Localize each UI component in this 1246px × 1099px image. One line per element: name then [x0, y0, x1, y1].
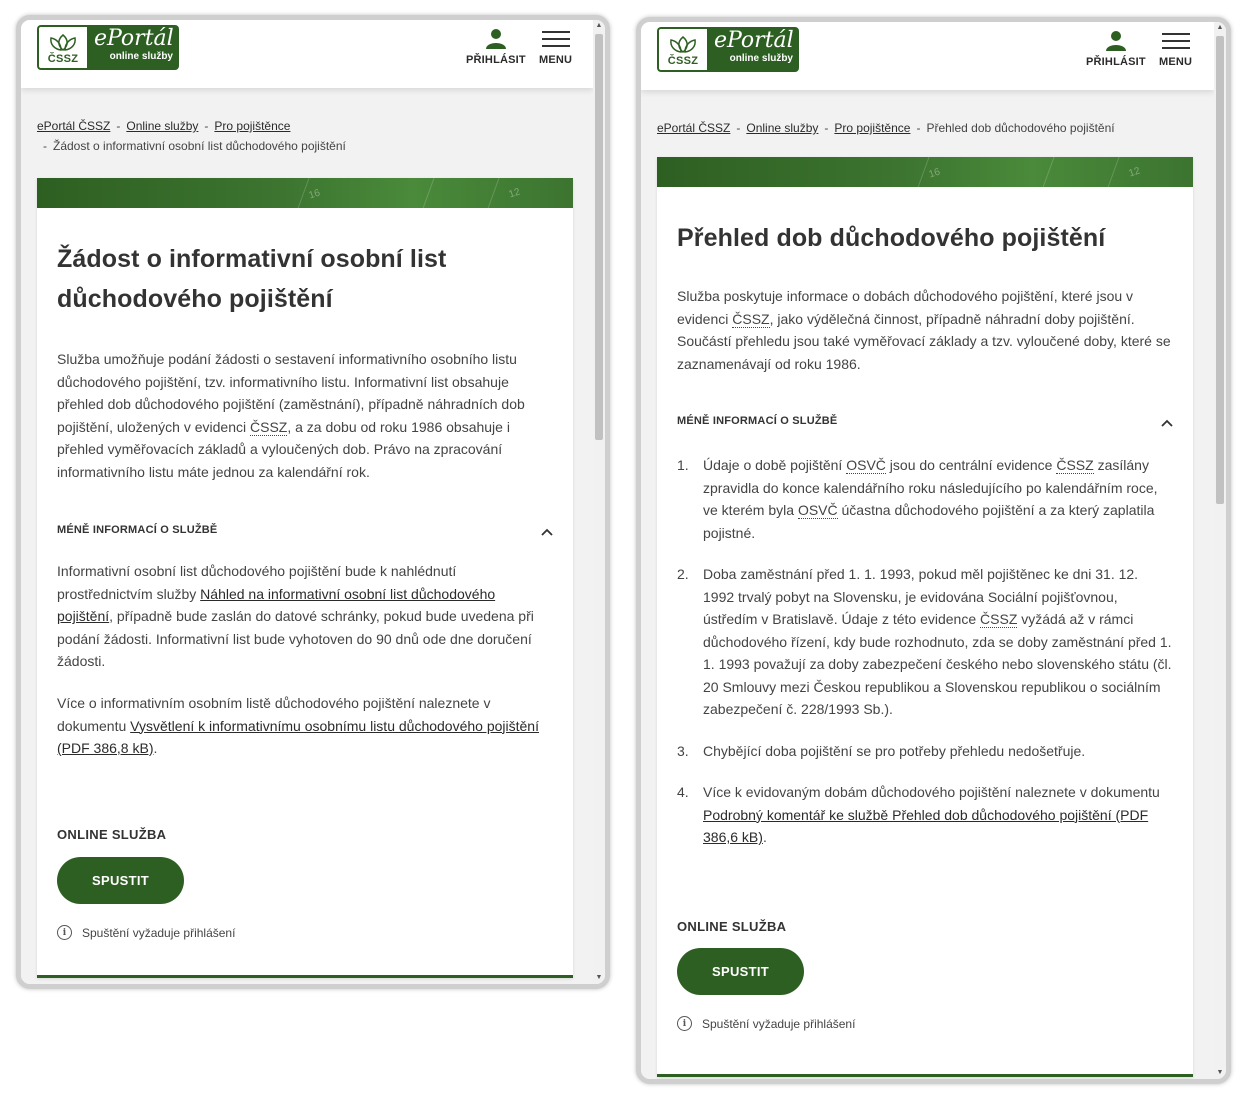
- scroll-thumb[interactable]: [595, 34, 603, 440]
- card-banner: [657, 157, 1193, 187]
- list-item: 2. Doba zaměstnání před 1. 1. 1993, pokud měl pojištěnec ke dni 31. 12. 1992 trvalý pobyt na Slovensku, je evidována Sociální pojišťovnou, ústředím v Bratislavě. Údaje z této evidence ČSSZ vyžádá až v rámci důchodového řízení, kdy bude rozhodnuto, zda se doby zaměstnání před 1. 1. 1993 považují za doby zabezpečení českého nebo slovenského státu (čl. 20 Smlouvy mezi Českou republikou a Slovenskou republikou o sociálním zabezpečení č. 228/1993 Sb.).: [677, 563, 1173, 721]
- page-title: Žádost o informativní osobní list důchodového pojištění: [57, 245, 447, 313]
- menu-label: MENU: [539, 54, 573, 66]
- login-label: PŘIHLÁSIT: [466, 54, 526, 66]
- banner-number: 16: [927, 166, 942, 181]
- breadcrumb-current: Žádost o informativní osobní list důchodového pojištění: [53, 139, 346, 153]
- list-item: 4. Více k evidovaným dobám důchodového pojištění naleznete v dokumentu Podrobný komentář ke službě Přehled dob důchodového pojištění (PDF 386,6 kB).: [677, 781, 1173, 849]
- list-number: 1.: [677, 457, 689, 473]
- list-number: 3.: [677, 742, 689, 759]
- breadcrumb-link-insured[interactable]: Pro pojištěnce: [214, 119, 291, 133]
- logo-org: ČSSZ: [47, 53, 79, 65]
- breadcrumb-separator: -: [916, 121, 921, 135]
- card-banner: [37, 178, 573, 208]
- leaves-icon: [48, 34, 78, 52]
- login-required-text: Spuštění vyžaduje přihlášení: [702, 1016, 856, 1031]
- scrollbar[interactable]: [1214, 22, 1226, 1079]
- breadcrumb-link-online-services[interactable]: Online služby: [126, 119, 199, 133]
- toggle-label: MÉNĚ INFORMACÍ O SLUŽBĚ: [57, 524, 218, 536]
- breadcrumb-link-online-services[interactable]: Online služby: [746, 121, 819, 135]
- menu-label: MENU: [1159, 56, 1193, 68]
- scroll-up-arrow[interactable]: ▲: [1216, 24, 1224, 31]
- less-info-toggle[interactable]: [677, 415, 1173, 435]
- login-required-note: [677, 1016, 855, 1031]
- menu-button[interactable]: [1159, 30, 1192, 68]
- user-icon: [485, 28, 507, 50]
- cssz-logo: [657, 27, 707, 72]
- list-item: 3. Chybějící doba pojištění se pro potřeby přehledu nedošetřuje.: [677, 740, 1173, 763]
- card-bottom-border: [37, 975, 573, 978]
- service-card: [657, 157, 1193, 1077]
- site-header: [21, 20, 593, 88]
- breadcrumb-separator: -: [43, 139, 47, 153]
- less-info-toggle[interactable]: [57, 524, 553, 544]
- page-title: Přehled dob důchodového pojištění: [677, 224, 1106, 252]
- login-button[interactable]: [1086, 30, 1146, 68]
- left-phone-frame: [16, 15, 610, 989]
- right-viewport: [641, 22, 1214, 1079]
- logo-org: ČSSZ: [667, 55, 699, 67]
- online-service-label: ONLINE SLUŽBA: [677, 919, 787, 934]
- menu-button[interactable]: [539, 28, 572, 66]
- banner-number: 12: [1127, 165, 1142, 180]
- breadcrumb-separator: -: [736, 121, 741, 135]
- toggle-label: MÉNĚ INFORMACÍ O SLUŽBĚ: [677, 415, 838, 427]
- list-number: 4.: [677, 784, 689, 800]
- explanation-pdf-link[interactable]: Vysvětlení k informativnímu osobnímu listu důchodového pojištění (PDF 386,8 kB): [57, 717, 539, 756]
- eportal-logo[interactable]: [657, 27, 799, 72]
- eportal-badge: [87, 25, 179, 70]
- hamburger-icon: [1162, 30, 1190, 52]
- cssz-logo: [37, 25, 87, 70]
- online-service-label: ONLINE SLUŽBA: [57, 827, 167, 842]
- logo-title: ePortál: [94, 26, 174, 51]
- abbr-cssz: ČSSZ: [250, 418, 288, 435]
- scrollbar[interactable]: [593, 20, 605, 984]
- service-intro: Služba poskytuje informace o dobách důchodového pojištění, které jsou v evidenci ČSSZ, jako výdělečná činnost, případně náhradní doby pojištění. Součástí přehledu jsou také vyměřovací základy a tzv. vyloučené doby, které se zaznamenávají od roku 1986.: [677, 288, 1171, 372]
- abbr-osvc: OSVČ: [797, 502, 838, 518]
- login-required-text: Spuštění vyžaduje přihlášení: [82, 925, 236, 940]
- commentary-pdf-link[interactable]: Podrobný komentář ke službě Přehled dob důchodového pojištění (PDF 386,6 kB): [703, 806, 1149, 845]
- list-item: 1. Údaje o době pojištění OSVČ jsou do centrální evidence ČSSZ zasílány zpravidla do konce kalendářního roku následujícího po kalendářním roce, ve kterém byla OSVČ účastna důchodového pojištění a za který zaplatila pojistné.: [677, 454, 1173, 544]
- chevron-up-icon: [1161, 419, 1173, 427]
- right-phone-frame: [636, 17, 1231, 1084]
- user-icon: [1105, 30, 1127, 52]
- abbr-cssz: ČSSZ: [1056, 457, 1094, 473]
- info-icon: i: [57, 925, 72, 940]
- logo-subtitle: online služby: [109, 51, 173, 62]
- card-bottom-border: [657, 1074, 1193, 1077]
- scroll-thumb[interactable]: [1216, 36, 1224, 504]
- service-intro: Služba umožňuje podání žádosti o sestavení informativního osobního listu důchodového pojištění, tzv. informativního listu. Informativní list obsahuje přehled dob důchodového pojištění (zaměstnání), případně náhradních dob pojištění, uložených v evidenci ČSSZ, a za dobu od roku 1986 obsahuje i přehled vyměřovacích základů a vyloučených dob. Právo na zpracování informativního listu máte jednou za kalendářní rok.: [57, 351, 525, 480]
- abbr-cssz: ČSSZ: [980, 611, 1018, 627]
- chevron-up-icon: [541, 528, 553, 536]
- login-label: PŘIHLÁSIT: [1086, 56, 1146, 68]
- breadcrumb: [657, 118, 1192, 138]
- login-button[interactable]: [466, 28, 526, 66]
- breadcrumb-separator: -: [116, 119, 121, 133]
- start-button[interactable]: SPUSTIT: [677, 948, 804, 995]
- info-icon: i: [677, 1016, 692, 1031]
- site-header: [641, 22, 1214, 90]
- scroll-down-arrow[interactable]: ▼: [1216, 1069, 1224, 1076]
- info-paragraph-1: Informativní osobní list důchodového pojištění bude k nahlédnutí prostřednictvím služby Náhled na informativní osobní list důchodového pojištění, případně bude zaslán do datové schránky, pokud bude uvedena při podání žádosti. Informativní list bude vyhotoven do 90 dnů ode dne doručení žádosti.: [57, 563, 534, 669]
- list-number: 2.: [677, 566, 689, 582]
- logo-title: ePortál: [714, 28, 794, 53]
- login-required-note: [57, 925, 235, 940]
- scroll-down-arrow[interactable]: ▼: [595, 974, 603, 981]
- breadcrumb-link-home[interactable]: ePortál ČSSZ: [657, 121, 731, 135]
- banner-number: 12: [507, 186, 522, 201]
- preview-service-link[interactable]: Náhled na informativní osobní list důchodového pojištění: [57, 585, 496, 624]
- banner-number: 16: [307, 187, 322, 202]
- logo-subtitle: online služby: [729, 53, 793, 64]
- eportal-badge: [707, 27, 799, 72]
- service-card: [37, 178, 573, 978]
- start-button[interactable]: SPUSTIT: [57, 857, 184, 904]
- breadcrumb-separator: -: [824, 121, 829, 135]
- scroll-up-arrow[interactable]: ▲: [595, 22, 603, 29]
- breadcrumb-current: Přehled dob důchodového pojištění: [926, 121, 1115, 135]
- info-list: [677, 454, 1173, 868]
- left-viewport: [21, 20, 593, 984]
- breadcrumb: [37, 116, 571, 156]
- abbr-cssz: ČSSZ: [732, 310, 770, 327]
- breadcrumb-link-insured[interactable]: Pro pojištěnce: [834, 121, 911, 135]
- leaves-icon: [668, 36, 698, 54]
- breadcrumb-link-home[interactable]: ePortál ČSSZ: [37, 119, 111, 133]
- breadcrumb-separator: -: [204, 119, 209, 133]
- hamburger-icon: [542, 28, 570, 50]
- eportal-logo[interactable]: [37, 25, 179, 70]
- abbr-osvc: OSVČ: [846, 457, 886, 473]
- info-paragraph-2: Více o informativním osobním listě důchodového pojištění naleznete v dokumentu Vysvětlení k informativnímu osobnímu listu důchodového pojištění (PDF 386,8 kB).: [57, 695, 539, 756]
